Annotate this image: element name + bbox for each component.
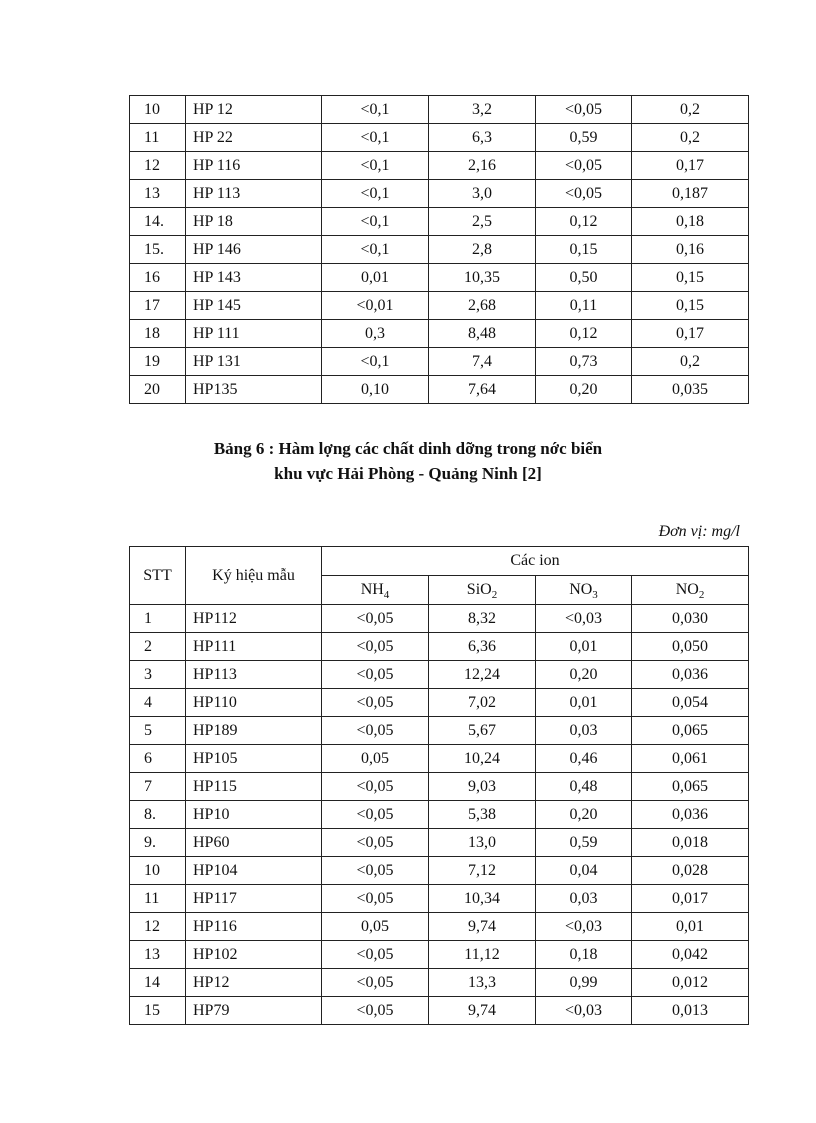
table-cell: HP 113 <box>186 180 322 208</box>
table-cell: 10,34 <box>429 885 536 913</box>
table-row <box>130 773 749 801</box>
table-cell: 5,67 <box>429 717 536 745</box>
table-row <box>130 320 749 348</box>
table-cell: 0,01 <box>536 689 632 717</box>
table-row <box>130 208 749 236</box>
table-cell: 0,2 <box>632 96 749 124</box>
table-cell: 13,3 <box>429 969 536 997</box>
table-cell: 10,35 <box>429 264 536 292</box>
table-cell: 2,5 <box>429 208 536 236</box>
table-cell: 0,17 <box>632 320 749 348</box>
table-row <box>130 689 749 717</box>
table-cell: 0,05 <box>322 745 429 773</box>
table-caption-line-2: khu vực Hải Phòng - Quảng Ninh [2] <box>274 464 542 483</box>
table-row <box>130 236 749 264</box>
table-cell: 2 <box>130 633 186 661</box>
table-cell: 5,38 <box>429 801 536 829</box>
table-cell: 12,24 <box>429 661 536 689</box>
table-cell: 0,20 <box>536 801 632 829</box>
table-cell: 0,18 <box>632 208 749 236</box>
table-cell: 0,012 <box>632 969 749 997</box>
table-cell: 11 <box>130 885 186 913</box>
table-cell: <0,1 <box>322 96 429 124</box>
table-cell: 0,50 <box>536 264 632 292</box>
table-cell: 0,12 <box>536 208 632 236</box>
table-cell: HP112 <box>186 605 322 633</box>
table-cell: <0,05 <box>322 717 429 745</box>
table-cell: <0,05 <box>322 689 429 717</box>
table-cell: 0,20 <box>536 376 632 404</box>
table-cell: HP79 <box>186 997 322 1025</box>
table-cell: 0,3 <box>322 320 429 348</box>
table-cell: HP105 <box>186 745 322 773</box>
table-cell: <0,05 <box>322 857 429 885</box>
table-cell: 20 <box>130 376 186 404</box>
table-row <box>130 857 749 885</box>
table-row <box>130 941 749 969</box>
table-cell: 0,028 <box>632 857 749 885</box>
table-cell: 11 <box>130 124 186 152</box>
table-cell: 8,32 <box>429 605 536 633</box>
table-cell: 10,24 <box>429 745 536 773</box>
table-cell: 3 <box>130 661 186 689</box>
table-cell: <0,1 <box>322 236 429 264</box>
table-cell: <0,1 <box>322 208 429 236</box>
table-cell: 0,59 <box>536 829 632 857</box>
table-cell: <0,05 <box>536 180 632 208</box>
table-cell: 0,061 <box>632 745 749 773</box>
table-cell: 0,030 <box>632 605 749 633</box>
table-cell: 0,035 <box>632 376 749 404</box>
table-cell: 17 <box>130 292 186 320</box>
table-cell: 0,050 <box>632 633 749 661</box>
table-cell: HP 131 <box>186 348 322 376</box>
table-cell: HP135 <box>186 376 322 404</box>
table-cell: 0,15 <box>632 292 749 320</box>
table-cell: 0,11 <box>536 292 632 320</box>
table-cell: 7 <box>130 773 186 801</box>
table-cell: 0,054 <box>632 689 749 717</box>
table-cell: <0,03 <box>536 605 632 633</box>
table-cell: HP 111 <box>186 320 322 348</box>
table-cell: 12 <box>130 913 186 941</box>
table-cell: HP113 <box>186 661 322 689</box>
table-cell: HP102 <box>186 941 322 969</box>
table-cell: 9,74 <box>429 997 536 1025</box>
table-cell: 8,48 <box>429 320 536 348</box>
table-cell: <0,05 <box>322 605 429 633</box>
table-cell: 0,17 <box>632 152 749 180</box>
table-cell: 10 <box>130 96 186 124</box>
nutrient-table-body <box>130 605 749 1025</box>
top-data-table <box>129 95 749 404</box>
table-cell: 15. <box>130 236 186 264</box>
table-row <box>130 292 749 320</box>
table-cell: <0,05 <box>322 997 429 1025</box>
table-cell: 7,12 <box>429 857 536 885</box>
table-cell: 0,05 <box>322 913 429 941</box>
table-cell: 0,48 <box>536 773 632 801</box>
table-cell: 0,065 <box>632 773 749 801</box>
table-cell: 3,2 <box>429 96 536 124</box>
table-cell: 0,12 <box>536 320 632 348</box>
table-cell: 1 <box>130 605 186 633</box>
table-cell: 7,64 <box>429 376 536 404</box>
table-cell: 0,16 <box>632 236 749 264</box>
table-cell: HP104 <box>186 857 322 885</box>
table-cell: <0,05 <box>322 633 429 661</box>
table-cell: HP10 <box>186 801 322 829</box>
table-cell: HP12 <box>186 969 322 997</box>
table-cell: <0,1 <box>322 180 429 208</box>
table-cell: 18 <box>130 320 186 348</box>
table-row <box>130 661 749 689</box>
header-ion-no2: $NO_2$ <box>632 576 749 605</box>
table-cell: 0,01 <box>536 633 632 661</box>
table-cell: HP110 <box>186 689 322 717</box>
table-row <box>130 801 749 829</box>
table-cell: 0,15 <box>632 264 749 292</box>
table-row <box>130 96 749 124</box>
table-cell: 19 <box>130 348 186 376</box>
table-row <box>130 376 749 404</box>
table-cell: <0,05 <box>322 969 429 997</box>
table-cell: <0,05 <box>322 801 429 829</box>
table-row <box>130 180 749 208</box>
table-cell: 7,02 <box>429 689 536 717</box>
table-cell: 0,2 <box>632 348 749 376</box>
nutrient-table-header <box>130 547 749 605</box>
table-cell: <0,05 <box>322 773 429 801</box>
table-cell: HP 143 <box>186 264 322 292</box>
table-cell: 8. <box>130 801 186 829</box>
table-cell: 5 <box>130 717 186 745</box>
table-cell: <0,05 <box>322 885 429 913</box>
table-cell: 14 <box>130 969 186 997</box>
top-table-body <box>130 96 749 404</box>
table-cell: <0,05 <box>322 941 429 969</box>
table-cell: HP60 <box>186 829 322 857</box>
table-cell: <0,1 <box>322 152 429 180</box>
table-cell: 3,0 <box>429 180 536 208</box>
table-cell: 9. <box>130 829 186 857</box>
table-cell: 0,03 <box>536 885 632 913</box>
table-cell: 0,065 <box>632 717 749 745</box>
table-cell: 0,18 <box>536 941 632 969</box>
table-cell: 7,4 <box>429 348 536 376</box>
table-cell: 6,36 <box>429 633 536 661</box>
table-cell: 0,013 <box>632 997 749 1025</box>
table-cell: 10 <box>130 857 186 885</box>
header-sample-code: Ký hiệu mẫu <box>186 547 322 605</box>
table-cell: 9,03 <box>429 773 536 801</box>
table-cell: HP115 <box>186 773 322 801</box>
table-cell: HP 145 <box>186 292 322 320</box>
table-cell: <0,05 <box>536 152 632 180</box>
table-row <box>130 829 749 857</box>
unit-label: Đơn vị: mg/l <box>658 523 740 540</box>
table-cell: 2,68 <box>429 292 536 320</box>
table-row <box>130 745 749 773</box>
table-cell: 13 <box>130 941 186 969</box>
table-row <box>130 605 749 633</box>
table-cell: 0,99 <box>536 969 632 997</box>
table-cell: 14. <box>130 208 186 236</box>
table-row <box>130 997 749 1025</box>
nutrient-table <box>129 546 749 1025</box>
table-cell: 12 <box>130 152 186 180</box>
header-ion-no3: $NO_3$ <box>536 576 632 605</box>
table-cell: 0,036 <box>632 661 749 689</box>
table-cell: 13 <box>130 180 186 208</box>
table-row <box>130 633 749 661</box>
table-cell: 13,0 <box>429 829 536 857</box>
table-cell: 16 <box>130 264 186 292</box>
table-row <box>130 913 749 941</box>
table-cell: <0,05 <box>322 829 429 857</box>
table-cell: <0,01 <box>322 292 429 320</box>
table-cell: 6 <box>130 745 186 773</box>
table-cell: 0,2 <box>632 124 749 152</box>
table-cell: HP 22 <box>186 124 322 152</box>
table-row <box>130 124 749 152</box>
table-cell: 11,12 <box>429 941 536 969</box>
table-cell: 0,018 <box>632 829 749 857</box>
table-cell: 2,16 <box>429 152 536 180</box>
table-cell: <0,05 <box>536 96 632 124</box>
table-cell: 0,04 <box>536 857 632 885</box>
table-cell: <0,05 <box>322 661 429 689</box>
table-cell: HP 18 <box>186 208 322 236</box>
table-cell: <0,1 <box>322 124 429 152</box>
table-cell: HP111 <box>186 633 322 661</box>
table-row <box>130 885 749 913</box>
table-cell: 6,3 <box>429 124 536 152</box>
table-row <box>130 264 749 292</box>
table-cell: 4 <box>130 689 186 717</box>
table-row <box>130 348 749 376</box>
table-cell: <0,1 <box>322 348 429 376</box>
table-cell: 15 <box>130 997 186 1025</box>
table-caption-line-1: Bảng 6 : Hàm lợng các chất dinh dỡng trong nớc biển <box>213 439 603 458</box>
table-cell: 0,73 <box>536 348 632 376</box>
table-cell: 0,01 <box>322 264 429 292</box>
table-cell: HP189 <box>186 717 322 745</box>
header-stt: STT <box>130 547 186 605</box>
table-row <box>130 717 749 745</box>
table-cell: <0,03 <box>536 913 632 941</box>
table-row <box>130 969 749 997</box>
table-cell: 0,187 <box>632 180 749 208</box>
table-cell: 0,46 <box>536 745 632 773</box>
header-ion-group: Các ion <box>322 547 749 576</box>
table-cell: HP 12 <box>186 96 322 124</box>
table-cell: 0,20 <box>536 661 632 689</box>
table-cell: HP 116 <box>186 152 322 180</box>
table-cell: HP116 <box>186 913 322 941</box>
header-ion-nh4: $NH_4$ <box>322 576 429 605</box>
table-cell: 2,8 <box>429 236 536 264</box>
table-cell: 0,59 <box>536 124 632 152</box>
header-ion-sio2: SiO$_2$ <box>429 576 536 605</box>
table-cell: 9,74 <box>429 913 536 941</box>
table-cell: 0,042 <box>632 941 749 969</box>
table-cell: HP 146 <box>186 236 322 264</box>
table-cell: 0,01 <box>632 913 749 941</box>
table-cell: HP117 <box>186 885 322 913</box>
table-cell: 0,036 <box>632 801 749 829</box>
table-cell: 0,10 <box>322 376 429 404</box>
table-row <box>130 152 749 180</box>
table-cell: 0,017 <box>632 885 749 913</box>
table-cell: 0,03 <box>536 717 632 745</box>
table-cell: <0,03 <box>536 997 632 1025</box>
table-cell: 0,15 <box>536 236 632 264</box>
